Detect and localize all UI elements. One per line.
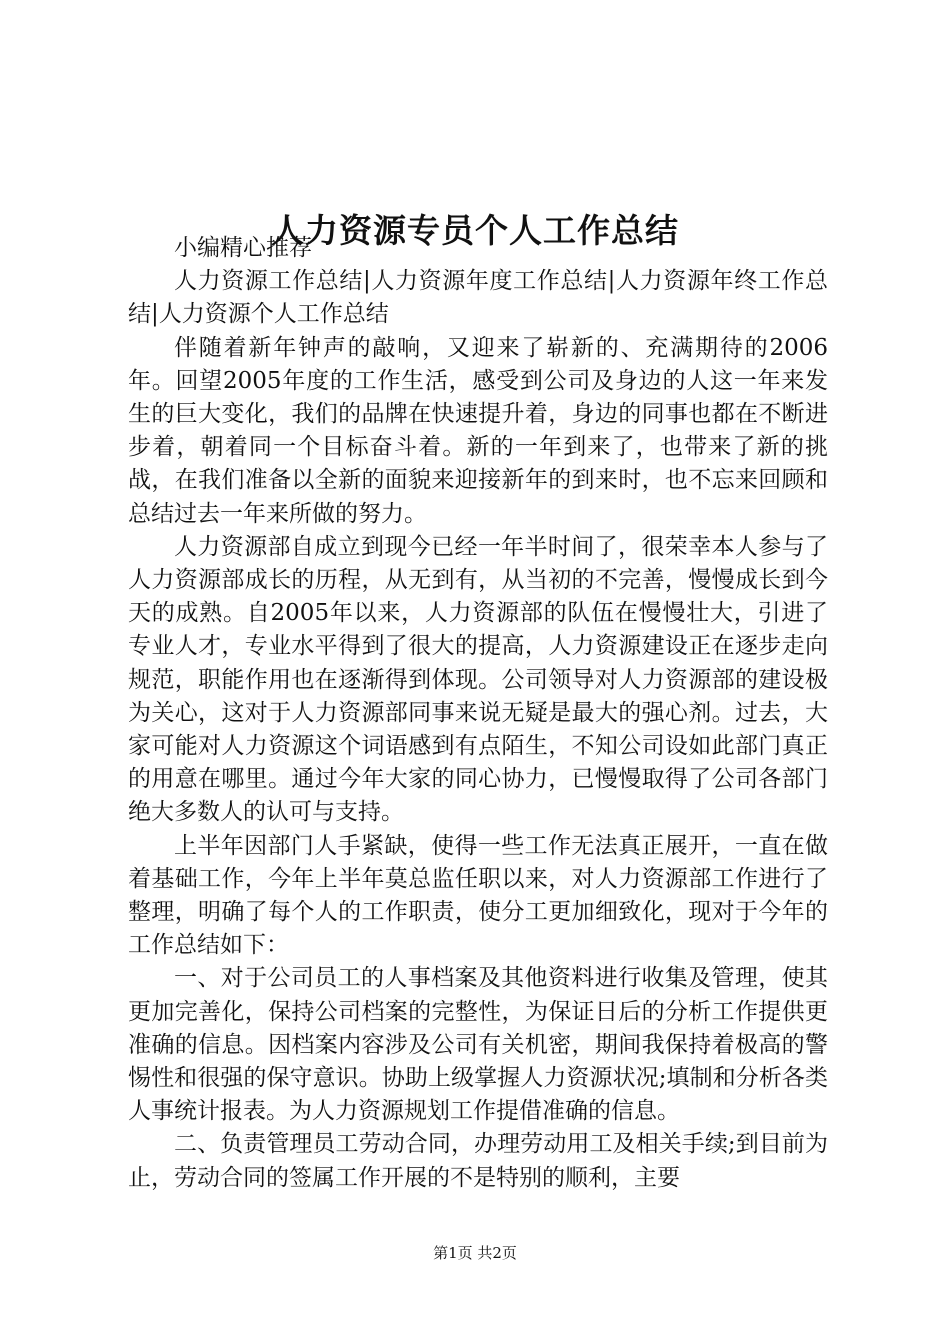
document-body xyxy=(128,232,828,1195)
document-title: 人力资源专员个人工作总结 xyxy=(271,211,679,251)
paragraph-item-one: 一、对于公司员工的人事档案及其他资料进行收集及管理，使其更加完善化，保持公司档案的完整性，为保证日后的分析工作提供更准确的信息。因档案内容涉及公司有关机密，期间我保持着极高的警惕性和很强的保守意识。协助上级掌握人力资源状况;填制和分析各类人事统计报表。为人力资源规划工作提借准确的信息。 xyxy=(128,965,828,1125)
paragraph-recommend: 小编精心推荐 xyxy=(174,235,312,261)
paragraph-department-history: 人力资源部自成立到现今已经一年半时间了，很荣幸本人参与了人力资源部成长的历程，从无到有，从当初的不完善，慢慢成长到今天的成熟。自2005年以来，人力资源部的队伍在慢慢壮大，引进了专业人才，专业水平得到了很大的提高，人力资源建设正在逐步走向规范，职能作用也在逐渐得到体现。公司领导对人力资源部的建设极为关心，这对于人力资源部同事来说无疑是最大的强心剂。过去，大家可能对人力资源这个词语感到有点陌生，不知公司设如此部门真正的用意在哪里。通过今年大家的同心协力，已慢慢取得了公司各部门绝大多数人的认可与支持。 xyxy=(128,533,828,826)
paragraph-related-links: 人力资源工作总结|人力资源年度工作总结|人力资源年终工作总结|人力资源个人工作总结 xyxy=(128,268,828,328)
paragraph-intro: 伴随着新年钟声的敲响，又迎来了崭新的、充满期待的2006年。回望2005年度的工作生活，感受到公司及身边的人这一年来发生的巨大变化，我们的品牌在快速提升着，身边的同事也都在不断进步着，朝着同一个目标奋斗着。新的一年到来了，也带来了新的挑战，在我们准备以全新的面貌来迎接新年的到来时，也不忘来回顾和总结过去一年来所做的努力。 xyxy=(128,334,828,527)
paragraph-first-half: 上半年因部门人手紧缺，使得一些工作无法真正展开，一直在做着基础工作，今年上半年莫总监任职以来，对人力资源部工作进行了整理，明确了每个人的工作职责，使分工更加细致化，现对于今年的工作总结如下： xyxy=(128,832,828,959)
page-footer: 第1页 共2页 xyxy=(433,1244,517,1262)
paragraph-item-two: 二、负责管理员工劳动合同，办理劳动用工及相关手续;到目前为止，劳动合同的签属工作开展的不是特别的顺利，主要 xyxy=(128,1131,828,1191)
